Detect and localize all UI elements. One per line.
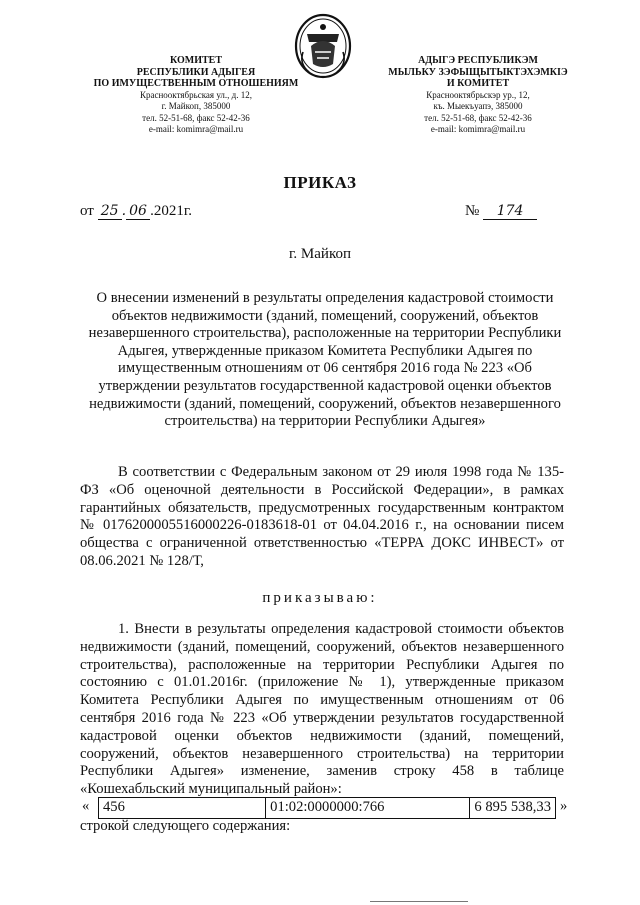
city-line: г. Майкоп	[288, 246, 352, 262]
header-right-phone: тел. 52-51-68, факс 52-42-36	[424, 112, 532, 123]
order-word: приказываю:	[262, 590, 378, 606]
replaced-table-row	[80, 797, 590, 817]
header-left-block	[66, 55, 326, 136]
order-subject: О внесении изменений в результаты определения кадастровой стоимости объектов недвижимости (зданий, помещений, сооружений, объектов незавершенного строительства), расположенные на территории Республики Адыгея, утвержденные приказом Комитета Республики Адыгея по имущественным отношениям от 06 сентября 2016 года № 223 «Об утверждении результатов государственной кадастровой оценки объектов недвижимости (зданий, помещений, сооружений, объектов незавершенного строительства) на территории Республики Адыгея»	[88, 290, 562, 430]
after-table-text: строкой следующего содержания:	[80, 818, 291, 834]
header-right-org-line2: МЫЛЬКУ ЗЭФЫЩЫТЫКТЭХЭМКIЭ	[388, 66, 568, 78]
header-right-org-line3: И КОМИТЕТ	[446, 78, 510, 89]
date-month: 06	[126, 203, 150, 220]
header-right-city: къ. Мыекъуапэ, 385000	[433, 101, 523, 111]
header-right-address: Красноoктябрьскэр ур., 12,	[426, 89, 530, 100]
date-prefix: от	[80, 203, 94, 219]
order-date: от 25 . 06 .2021г.	[80, 203, 193, 219]
preamble-paragraph	[80, 464, 564, 571]
order-number	[465, 203, 537, 220]
header-left-email: e-mail: komimra@mail.ru	[148, 124, 244, 134]
header-left-phone: тел. 52-51-68, факс 52-42-36	[142, 112, 250, 123]
preamble-text: В соответствии с Федеральным законом от 29 июля 1998 года № 135-ФЗ «Об оценочной деятельности в Российской Федерации», в рамках гарантийных обязательств, предусмотренных государственным контрактом № 0176200005516000226-0183618-01 от 04.04.2016 г., на основании писем общества с ограниченной ответственностью «ТЕРРА ДОКС ИНВЕСТ» от 08.06.2021 № 128/Т,	[80, 464, 564, 569]
item-1-text: 1. Внести в результаты определения кадастровой стоимости объектов недвижимости (зданий, помещений, сооружений, объектов незавершенного строительства), расположенные на территории Республики Адыгея по состоянию с 01.01.2016г. (приложение № 1), утвержденные приказом Комитета Республики Адыгея по имущественным отношениям от 06 сентября 2016 года № 223 «Об утверждении результатов государственной кадастровой оценки объектов недвижимости (зданий, помещений, сооружений, объектов незавершенного строительства) на территории Республики Адыгея» изменение, заменив строку 458 в таблице «Кошехабльский муниципальный район»:	[80, 621, 564, 798]
table-cell-row-number: 456	[99, 798, 266, 818]
header-right-org-line1: АДЫГЭ РЕСПУБЛИКЭМ	[418, 55, 538, 66]
close-quote: »	[560, 798, 568, 814]
header-right-email: e-mail: komimra@mail.ru	[430, 124, 526, 134]
number-value: 174	[483, 203, 537, 220]
table-row	[98, 797, 556, 819]
document-title: ПРИКАЗ	[283, 173, 357, 192]
open-quote: «	[82, 798, 90, 814]
header-left-org-line1: КОМИТЕТ	[169, 55, 222, 66]
table-cell-cadastral-number: 01:02:0000000:766	[266, 798, 470, 818]
item-1-paragraph	[80, 621, 564, 799]
number-prefix: №	[465, 203, 480, 219]
footer-divider	[370, 901, 468, 902]
header-right-block	[378, 55, 578, 136]
header-left-address: Красноoктябрьская ул., д. 12,	[140, 89, 252, 100]
header-left-org-line3: ПО ИМУЩЕСТВЕННЫМ ОТНОШЕНИЯМ	[93, 78, 299, 89]
header-left-org-line2: РЕСПУБЛИКИ АДЫГЕЯ	[136, 66, 256, 78]
table-cell-cadastral-value: 6 895 538,33	[474, 799, 551, 815]
date-year: .2021г.	[150, 203, 193, 219]
date-day: 25	[98, 203, 122, 220]
header-left-city: г. Майкоп, 385000	[161, 101, 231, 111]
